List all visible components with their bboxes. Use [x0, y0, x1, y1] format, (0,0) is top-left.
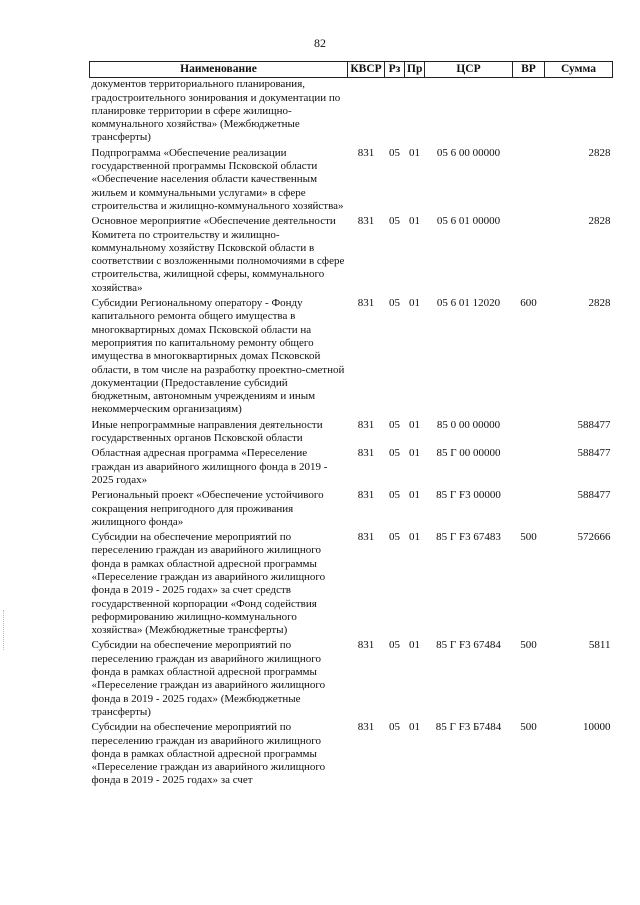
table-row — [90, 295, 613, 417]
row-name: Основное мероприятие «Обеспечение деятельности Комитета по строительству и жилищно-коммунальному хозяйству Псковской области в соответствии с возложенными полномочиями в сфере строительства, жилищной сферы, коммунального хозяйства» — [91, 215, 345, 294]
header-name: Наименование — [90, 62, 348, 78]
header-vr: ВР — [513, 62, 545, 78]
row-sum: 5811 — [588, 639, 611, 652]
row-csr: 85 0 00 00000 — [436, 418, 501, 431]
row-csr: 05 6 01 12020 — [436, 297, 501, 310]
row-rz: 05 — [389, 639, 400, 652]
row-vr — [513, 78, 545, 145]
table-row — [90, 145, 613, 213]
row-sum: 588477 — [577, 489, 611, 502]
row-name: Субсидии Региональному оператору - Фонду капитального ремонта общего имущества в многоквартирных домах Псковской области на мероприятия по капитальному ремонту общего имущества в многоквартирных домах Псковской области, в том числе на разработку проектно-сметной документации (Предоставление субсидий бюджетным, автономным учреждениям и иным некоммерческим организациям) — [91, 297, 345, 416]
row-rz: 05 — [389, 489, 400, 502]
row-name: Подпрограмма «Обеспечение реализации государственной программы Псковской области «Обеспечение населения области качественным жильем и коммунальными услугами» в сфере строительства и жилищно-коммунального хозяйства» — [91, 146, 344, 212]
row-kvsr: 831 — [357, 531, 375, 544]
row-rz: 05 — [389, 447, 400, 460]
row-name: Субсидии на обеспечение мероприятий по переселению граждан из аварийного жилищного фонда в рамках областной адресной программы «Переселение граждан из аварийного жилищного фонда в 2019 - 2025 годах» за счет — [91, 721, 326, 787]
table-row — [90, 417, 613, 446]
row-pr: 01 — [409, 418, 420, 431]
row-sum: 10000 — [583, 721, 611, 734]
row-csr: 85 Г 00 00000 — [436, 447, 501, 460]
row-name: Субсидии на обеспечение мероприятий по переселению граждан из аварийного жилищного фонда в рамках областной адресной программы «Переселение граждан из аварийного жилищного фонда в 2019 - 2025 годах» за счет средств государственной корпорации «Фонд содействия реформированию жилищно-коммунального хозяйства» (Межбюджетные трансферты) — [91, 531, 326, 637]
row-pr: 01 — [409, 146, 420, 159]
row-pr: 01 — [409, 531, 420, 544]
row-pr: 01 — [409, 215, 420, 228]
row-sum: 588477 — [577, 418, 611, 431]
row-sum: 2828 — [588, 215, 611, 228]
row-rz: 05 — [389, 531, 400, 544]
row-csr — [425, 78, 513, 145]
table-row — [90, 529, 613, 637]
row-pr: 01 — [409, 489, 420, 502]
row-csr: 85 Г F3 Б7484 — [435, 721, 502, 734]
header-sum: Сумма — [545, 62, 613, 78]
row-vr — [513, 417, 545, 446]
row-name: Областная адресная программа «Переселение граждан из аварийного жилищного фонда в 2019 - 2025 годах» — [91, 447, 328, 486]
row-csr: 85 Г F3 00000 — [436, 489, 501, 502]
row-kvsr: 831 — [357, 215, 375, 228]
row-csr: 05 6 01 00000 — [436, 215, 501, 228]
row-kvsr: 831 — [357, 418, 375, 431]
row-vr: 500 — [520, 721, 537, 734]
scan-edge-mark — [3, 610, 6, 650]
row-vr — [513, 487, 545, 529]
row-pr — [405, 78, 425, 145]
row-vr — [513, 445, 545, 487]
row-name: Региональный проект «Обеспечение устойчивого сокращения непригодного для проживания жилищного фонда» — [91, 489, 324, 528]
row-pr: 01 — [409, 297, 420, 310]
row-name: Иные непрограммные направления деятельности государственных органов Псковской области — [91, 418, 323, 445]
row-rz: 05 — [389, 215, 400, 228]
header-kvsr: КВСР — [348, 62, 385, 78]
page-number: 82 — [314, 36, 326, 50]
row-sum: 572666 — [577, 531, 611, 544]
row-kvsr: 831 — [357, 639, 375, 652]
row-name: документов территориального планирования, градостроительного зонирования и документации по планировке территории в сфере жилищно-коммунального хозяйства» (Межбюджетные трансферты) — [91, 78, 341, 144]
table-row — [90, 487, 613, 529]
row-csr: 85 Г F3 67484 — [436, 639, 501, 652]
table-row — [90, 719, 613, 787]
row-sum: 2828 — [588, 146, 611, 159]
row-kvsr — [348, 78, 385, 145]
table-row — [90, 78, 613, 145]
row-kvsr: 831 — [357, 447, 375, 460]
row-rz: 05 — [389, 418, 400, 431]
row-csr: 05 6 00 00000 — [436, 146, 501, 159]
row-kvsr: 831 — [357, 721, 375, 734]
row-kvsr: 831 — [357, 146, 375, 159]
header-pr: Пр — [405, 62, 425, 78]
table-row — [90, 213, 613, 295]
header-rz: Рз — [385, 62, 405, 78]
row-vr: 600 — [520, 297, 537, 310]
row-kvsr: 831 — [357, 489, 375, 502]
row-csr: 85 Г F3 67483 — [436, 531, 501, 544]
row-vr — [513, 213, 545, 295]
row-rz — [385, 78, 405, 145]
row-pr: 01 — [409, 639, 420, 652]
row-pr: 01 — [409, 447, 420, 460]
row-sum: 588477 — [577, 447, 611, 460]
row-sum — [545, 78, 613, 145]
table-row — [90, 637, 613, 719]
row-rz: 05 — [389, 721, 400, 734]
table-row — [90, 445, 613, 487]
row-pr: 01 — [409, 721, 420, 734]
row-rz: 05 — [389, 146, 400, 159]
row-name: Субсидии на обеспечение мероприятий по переселению граждан из аварийного жилищного фонда в рамках областной адресной программы «Переселение граждан из аварийного жилищного фонда в 2019 - 2025 годах» (Межбюджетные трансферты) — [91, 639, 326, 718]
header-csr: ЦСР — [425, 62, 513, 78]
table-header-row — [90, 62, 613, 78]
row-rz: 05 — [389, 297, 400, 310]
row-vr: 500 — [520, 531, 537, 544]
budget-table — [89, 61, 613, 788]
row-sum: 2828 — [588, 297, 611, 310]
row-kvsr: 831 — [357, 297, 375, 310]
row-vr: 500 — [520, 639, 537, 652]
row-vr — [513, 145, 545, 213]
